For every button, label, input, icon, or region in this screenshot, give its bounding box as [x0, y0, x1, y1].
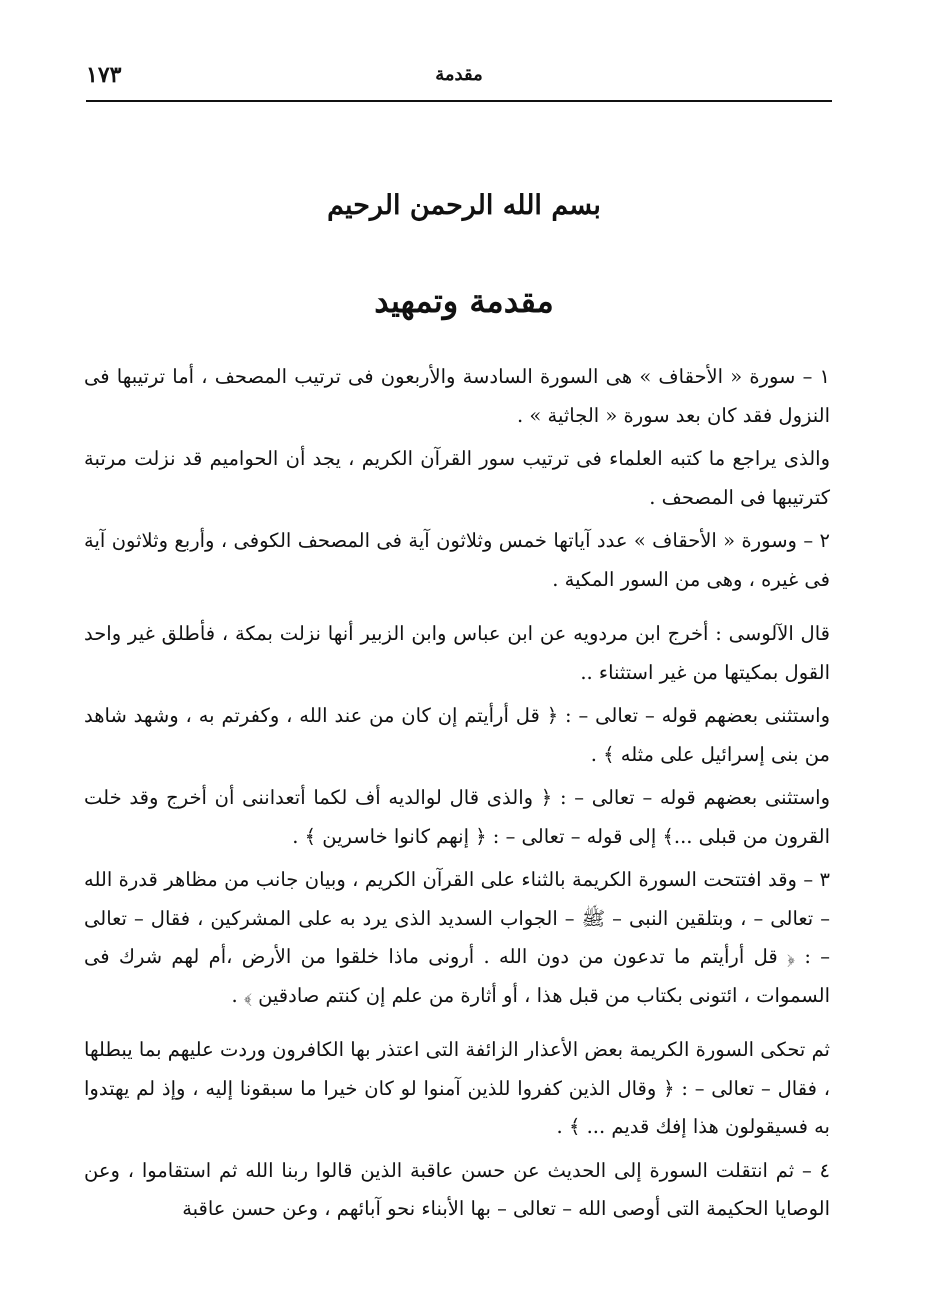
paragraph-3: ٢ – وسورة « الأحقاف » عدد آياتها خمس وثلاثون آية فى المصحف الكوفى ، وأربع وثلاثون آية فى غيره ، وهى من السور المكية . — [84, 529, 830, 591]
paragraph-1: ١ – سورة « الأحقاف » هى السورة السادسة والأربعون فى ترتيب المصحف ، أما ترتيبها فى النزول فقد كان بعد سورة « الجاثية » . — [84, 365, 830, 427]
basmala: بسم الله الرحمن الرحيم — [327, 190, 601, 221]
paragraph-9: ٤ – ثم انتقلت السورة إلى الحديث عن حسن عاقبة الذين قالوا ربنا الله ثم استقاموا ، وعن الوصايا الحكيمة التى أوصى الله – تعالى – بها الأبناء نحو آبائهم ، وعن حسن عاقبة — [84, 1158, 830, 1220]
paragraph-2: والذى يراجع ما كتبه العلماء فى ترتيب سور القرآن الكريم ، يجد أن الحواميم قد نزلت مرتبة كترتيبها فى المصحف . — [84, 447, 830, 509]
body-text — [84, 358, 830, 1229]
page-number: ١٧٣ — [86, 62, 122, 88]
running-title: مقدمة — [435, 64, 483, 85]
chapter-title: مقدمة وتمهيد — [374, 282, 554, 320]
page-header — [86, 60, 832, 96]
paragraph-6: واستثنى بعضهم قوله – تعالى – : ﴿ والذى قال لوالديه أف لكما أتعداننى أن أخرج وقد خلت القرون من قبلى ...﴾ إلى قوله – تعالى – : ﴿ إنهم كانوا خاسرين ﴾ . — [84, 786, 830, 848]
paragraph-8: ثم تحكى السورة الكريمة بعض الأعذار الزائفة التى اعتذر بها الكافرون وردت عليهم بما يبطلها ، فقال – تعالى – : ﴿ وقال الذين كفروا للذين آمنوا لو كان خيرا ما سبقونا إليه ، وإذ لم يهتدوا به فسيقولون هذا إفك قديم ... ﴾ . — [84, 1038, 830, 1138]
paragraph-4: قال الآلوسى : أخرج ابن مردويه عن ابن عباس وابن الزبير أنها نزلت بمكة ، فأطلق غير واحد القول بمكيتها من غير استثناء .. — [84, 622, 830, 684]
paragraph-7: ٣ – وقد افتتحت السورة الكريمة بالثناء على القرآن الكريم ، وبيان جانب من مظاهر قدرة الله – تعالى – ، وبتلقين النبى – ﷺ – الجواب السديد الذى يرد به على المشركين ، فقال – تعالى – : ﴿ قل أرأيتم ما تدعون من دون الله . أرونى ماذا خلقوا من الأرض ،أم لهم شرك فى السموات ، ائتونى بكتاب من قبل هذا ، أو أثارة من علم إن كنتم صادقين ﴾ . — [84, 868, 830, 1007]
paragraph-5: واستثنى بعضهم قوله – تعالى – : ﴿ قل أرأيتم إن كان من عند الله ، وكفرتم به ، وشهد شاهد من بنى إسرائيل على مثله ﴾ . — [84, 704, 830, 766]
header-rule — [86, 100, 832, 102]
